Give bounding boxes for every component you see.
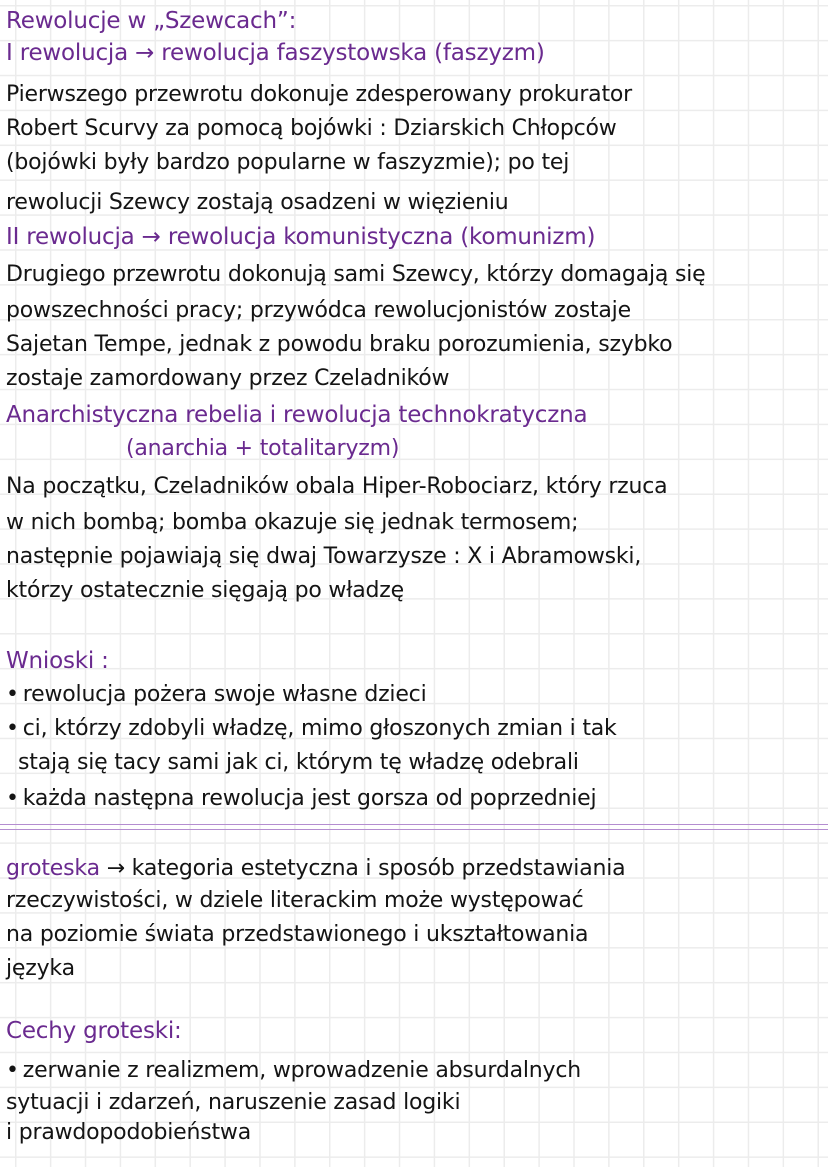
text-line: Drugiego przewrotu dokonują sami Szewcy, którzy domagają się: [6, 262, 706, 287]
text-line: języka: [6, 956, 75, 981]
text-line: zostaje zamordowany przez Czeladników: [6, 366, 450, 391]
feature-item: • zerwanie z realizmem, wprowadzenie absurdalnych: [6, 1058, 581, 1083]
revolution-2-heading: II rewolucja → rewolucja komunistyczna (komunizm): [6, 224, 596, 250]
conclusion-item: • każda następna rewolucja jest gorsza od poprzedniej: [6, 786, 596, 811]
conclusion-item: • ci, którzy zdobyli władzę, mimo głoszonych zmian i tak: [6, 716, 617, 741]
text-line: w nich bombą; bomba okazuje się jednak termosem;: [6, 510, 579, 535]
text-line: rewolucji Szewcy zostają osadzeni w więzieniu: [6, 190, 509, 215]
text-line: rzeczywistości, w dziele literackim może występować: [6, 888, 584, 913]
text-line: Sajetan Tempe, jednak z powodu braku porozumienia, szybko: [6, 332, 673, 357]
text-line: i prawdopodobieństwa: [6, 1120, 251, 1145]
text-line: Na początku, Czeladników obala Hiper-Robociarz, który rzuca: [6, 474, 668, 499]
note-title: Rewolucje w „Szewcach”:: [6, 8, 297, 34]
section-divider: [0, 824, 828, 830]
text-line: powszechności pracy; przywódca rewolucjonistów zostaje: [6, 298, 631, 323]
revolution-1-heading: I rewolucja → rewolucja faszystowska (faszyzm): [6, 40, 545, 66]
conclusions-heading: Wnioski :: [6, 648, 109, 674]
revolution-3-heading: Anarchistyczna rebelia i rewolucja technokratyczna: [6, 402, 588, 428]
text-line: sytuacji i zdarzeń, naruszenie zasad logiki: [6, 1090, 461, 1115]
grotesque-definition-line: [6, 856, 625, 881]
text-line: następnie pojawiają się dwaj Towarzysze : X i Abramowski,: [6, 544, 642, 569]
text-line: na poziomie świata przedstawionego i ukształtowania: [6, 922, 589, 947]
text-line: Robert Scurvy za pomocą bojówki : Dziarskich Chłopców: [6, 116, 617, 141]
grotesque-definition: → kategoria estetyczna i sposób przedstawiania: [106, 856, 626, 881]
conclusion-item: • rewolucja pożera swoje własne dzieci: [6, 682, 426, 707]
text-line: Pierwszego przewrotu dokonuje zdesperowany prokurator: [6, 82, 632, 107]
revolution-3-subheading: (anarchia + totalitaryzm): [126, 436, 400, 461]
text-line: (bojówki były bardzo popularne w faszyzmie); po tej: [6, 150, 570, 175]
text-line: którzy ostatecznie sięgają po władzę: [6, 578, 404, 603]
grotesque-term: groteska: [6, 856, 100, 881]
conclusion-item-continuation: stają się tacy sami jak ci, którym tę władzę odebrali: [18, 750, 579, 775]
features-heading: Cechy groteski:: [6, 1018, 182, 1044]
